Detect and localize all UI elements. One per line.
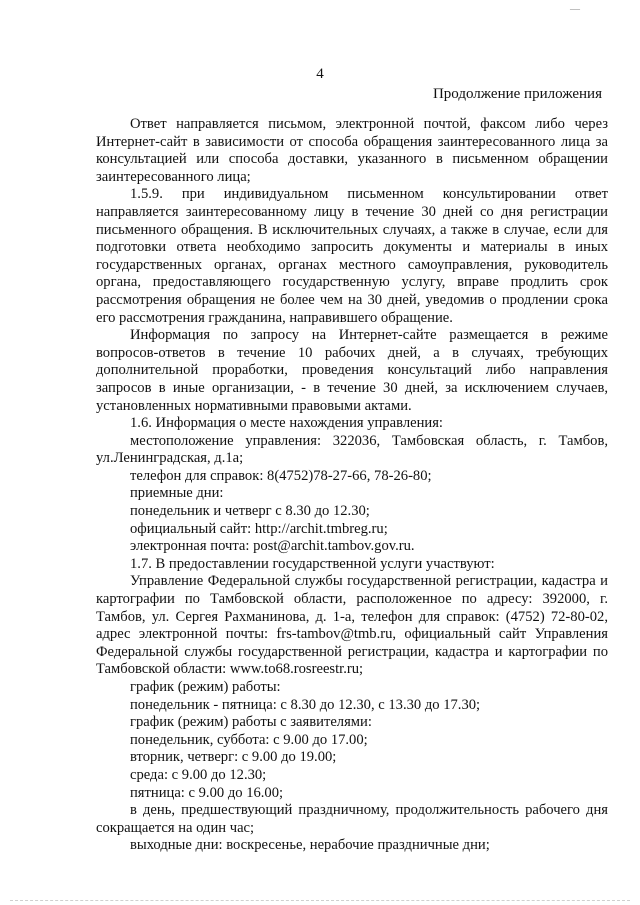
work-schedule: понедельник - пятница: с 8.30 до 12.30, с 13.30 до 17.30;	[130, 696, 481, 713]
phone-line: телефон для справок: 8(4752)78-27-66, 78-26-80;	[130, 467, 432, 484]
paragraph-response-method: Ответ направляется письмом, электронной почтой, факсом либо через Интернет-сайт в зависимости от способа обращения заинтересованного лица за консультацией или способа доставки, указанного в письменном обращении заинтересованного лица;	[96, 116, 608, 185]
paragraph-1-5-9: 1.5.9. при индивидуальном письменном консультировании ответ направляется заинтересованному лицу в течение 30 дней со дня регистрации письменного обращения. В исключительных случаях, а также в случае, если для подготовки ответа необходимо запросить документы и материалы в иных государственных органах, органах местного самоуправления, руководитель органа, предоставляющего государственную услугу, вправе продлить срок рассмотрения обращения не более чем на 30 дней, уведомив о продлении срока его рассмотрения гражданина, направившего обращение.	[96, 186, 608, 326]
corner-mark: —	[570, 4, 580, 15]
reception-days-label: приемные дни:	[130, 485, 224, 502]
section-1-7-heading: 1.7. В предоставлении государственной услуги участвуют:	[130, 555, 495, 572]
rosreestr-paragraph: Управление Федеральной службы государственной регистрации, кадастра и картографии по Тамбовской области, расположенное по адресу: 392000, г. Тамбов, ул. Сергея Рахманинова, д. 1-а, телефон для справок: (4752) 72-80-02, адрес электронной почты: frs-tambov@tmb.ru, официальный сайт Управления Федеральной службы государственной регистрации, кадастра и картографии по Тамбовской области: www.to68.rosreestr.ru;	[96, 573, 608, 678]
website-line: официальный сайт: http://archit.tmbreg.ru;	[130, 520, 388, 537]
annex-continuation-title: Продолжение приложения	[432, 86, 602, 102]
document-body	[96, 116, 608, 855]
schedule-fri: пятница: с 9.00 до 16.00;	[130, 784, 284, 801]
schedule-wed: среда: с 9.00 до 12.30;	[130, 766, 267, 783]
pre-holiday-note: в день, предшествующий праздничному, продолжительность рабочего дня сокращается на один час;	[96, 802, 608, 836]
scan-edge-divider	[10, 900, 630, 901]
work-schedule-label: график (режим) работы:	[130, 679, 281, 695]
days-off-line: выходные дни: воскресенье, нерабочие праздничные дни;	[130, 837, 490, 854]
section-1-6-heading: 1.6. Информация о месте нахождения управления:	[130, 415, 443, 432]
schedule-tue-thu: вторник, четверг: с 9.00 до 19.00;	[130, 749, 337, 766]
reception-schedule: понедельник и четверг с 8.30 до 12.30;	[130, 503, 370, 520]
email-line: электронная почта: post@archit.tambov.gov.ru.	[130, 538, 415, 555]
schedule-mon-sat: понедельник, суббота: с 9.00 до 17.00;	[130, 731, 368, 748]
page-number: 4	[316, 66, 324, 82]
location-line: местоположение управления: 322036, Тамбовская область, г. Тамбов, ул.Ленинградская, д.1а;	[96, 432, 608, 467]
paragraph-website-info: Информация по запросу на Интернет-сайте размещается в режиме вопросов-ответов в течение 10 рабочих дней, а в случаях, требующих дополнительной проработки, проведения консультаций либо направления запросов в иные организации, - в течение 30 дней, за исключением случаев, установленных нормативными правовыми актами.	[96, 327, 608, 414]
applicant-schedule-label: график (режим) работы с заявителями:	[130, 714, 372, 731]
